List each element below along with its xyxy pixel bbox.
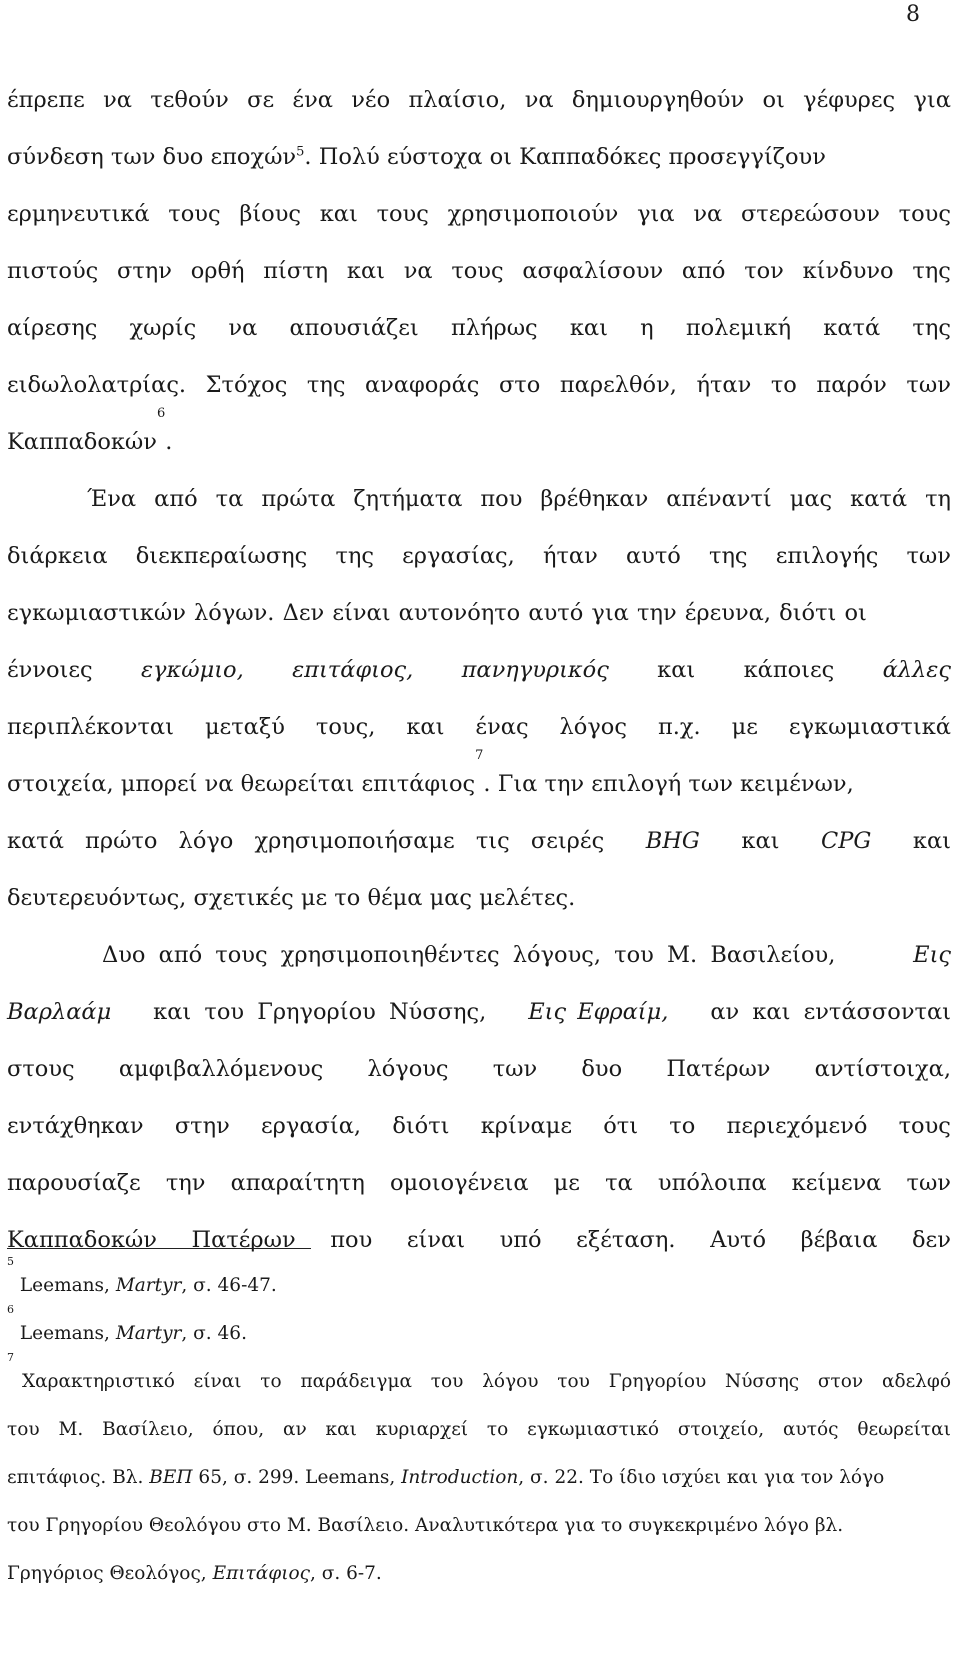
word: τα [215, 486, 244, 512]
text-span: . Πολύ εύστοχα οι Καππαδόκες προσεγγίζουν [304, 144, 826, 170]
footnote-ref[interactable]: 7 [475, 748, 484, 763]
word: που [480, 486, 523, 512]
text-line [7, 1041, 951, 1098]
word: απουσιάζει [289, 315, 419, 341]
word: γέφυρες [803, 87, 896, 113]
word: παρελθόν, [559, 372, 677, 398]
text-span: κάποιες [743, 657, 835, 683]
word: κείμενα [791, 1170, 882, 1196]
word: έπρεπε [7, 87, 85, 113]
italic-term: εγκώμιο, [140, 657, 244, 683]
word: παρουσίαζε [7, 1170, 141, 1196]
word: τον [744, 258, 784, 284]
word: της [912, 315, 951, 341]
word: πλαίσιο, [408, 87, 507, 113]
word: στην [116, 258, 172, 284]
text-span: . [165, 429, 173, 455]
word: Χαρακτηριστικό [22, 1371, 175, 1392]
word: ασφαλίσουν [522, 258, 664, 284]
word: λόγους [367, 1056, 449, 1082]
footnotes [7, 1255, 951, 1598]
word: ομοιογένεια [389, 1170, 529, 1196]
word: ήταν [542, 543, 598, 569]
word: αίρεσης [7, 315, 98, 341]
word: πλήρως [450, 315, 538, 341]
word: κυριαρχεί [375, 1419, 469, 1440]
page-number: 8 [906, 2, 920, 27]
word: εργασίας, [402, 543, 515, 569]
word: εξέταση. [576, 1227, 676, 1253]
word: να [693, 201, 723, 227]
word: πρώτα [261, 486, 336, 512]
word: ήταν [696, 372, 752, 398]
word: βίους [239, 201, 301, 227]
text-span: Leemans, [19, 1275, 110, 1296]
word: Μ. [58, 1419, 84, 1440]
text-line [7, 129, 951, 186]
word: τη [925, 486, 951, 512]
italic-term: Επιτάφιος [212, 1563, 310, 1584]
word: και [346, 258, 385, 284]
text-line [7, 406, 951, 471]
word: Αυτό [710, 1227, 766, 1253]
footnote-ref[interactable]: 5 [296, 144, 305, 160]
text-span: και [657, 657, 696, 683]
word: που [330, 1227, 373, 1253]
word: ένας [475, 714, 529, 740]
word: αμφιβαλλόμενους [118, 1056, 324, 1082]
word: αυτός [783, 1419, 839, 1440]
text-span: , σ. 6-7. [309, 1563, 382, 1584]
word: παρόν [816, 372, 887, 398]
word: πιστούς [7, 258, 99, 284]
word: αδελφό [881, 1371, 951, 1392]
word: Βασίλειο, [102, 1419, 194, 1440]
word: και [319, 201, 358, 227]
word: στο [498, 372, 541, 398]
word: δεν [912, 1227, 951, 1253]
word: του [7, 1419, 40, 1440]
word: τους [898, 1113, 951, 1139]
text-line [7, 585, 951, 642]
text-span: 65, σ. 299. Leemans, [198, 1467, 396, 1488]
text-span: και [741, 828, 780, 854]
footnote-6 [7, 1303, 951, 1358]
word: τους, [315, 714, 376, 740]
text-line [7, 748, 951, 813]
text-span: σύνδεση των δυο εποχών [7, 144, 297, 170]
word: λόγου [482, 1371, 539, 1392]
word: πολεμική [685, 315, 792, 341]
word: ορθή [190, 258, 245, 284]
word: σε [247, 87, 275, 113]
word: λόγος [559, 714, 627, 740]
word: να [403, 258, 433, 284]
word: διότι [392, 1113, 450, 1139]
text-span: έννοιες [7, 657, 93, 683]
text-span: , σ. 46-47. [181, 1275, 277, 1296]
word: εγκωμιαστικό [527, 1419, 660, 1440]
text-span: και του Γρηγορίου Νύσσης, [153, 999, 487, 1025]
text-line [7, 1212, 951, 1269]
word: το [486, 1419, 509, 1440]
word: να [524, 87, 554, 113]
word: στερεώσουν [740, 201, 880, 227]
word: Νύσσης [725, 1371, 800, 1392]
word: Καππαδοκών [7, 1227, 157, 1253]
word: τεθούν [150, 87, 229, 113]
word: εντάχθηκαν [7, 1113, 144, 1139]
word: περιπλέκονται [7, 714, 174, 740]
word: απέναντί [666, 486, 772, 512]
italic-term: άλλες [882, 657, 951, 683]
word: στους [7, 1056, 75, 1082]
word: του [430, 1371, 464, 1392]
text-span: , σ. 22. Το ίδιο ισχύει και για τον λόγο [518, 1467, 885, 1488]
word: και [325, 1419, 357, 1440]
word: αντίστοιχα, [814, 1056, 951, 1082]
text-span: αν και εντάσσονται [710, 999, 951, 1025]
word: ειδωλολατρίας. [7, 372, 187, 398]
text-span: επιτάφιος. Βλ. [7, 1467, 144, 1488]
text-line [7, 243, 951, 300]
word: των [492, 1056, 538, 1082]
word: από [154, 486, 198, 512]
word: κίνδυνο [802, 258, 894, 284]
word: της [709, 543, 748, 569]
word: Πατέρων [191, 1227, 296, 1253]
italic-term: BHG [645, 828, 700, 854]
word: στοιχείο, [677, 1419, 765, 1440]
word: υπόλοιπα [657, 1170, 767, 1196]
text-line [7, 186, 951, 243]
word: με [731, 714, 758, 740]
word: στην [174, 1113, 230, 1139]
text-line [7, 1155, 951, 1212]
word: να [103, 87, 132, 113]
word: του [557, 1371, 590, 1392]
word: εργασία, [261, 1113, 362, 1139]
word: υπό [499, 1227, 542, 1253]
word: είναι [406, 1227, 466, 1253]
italic-term: επιτάφιος, [292, 657, 414, 683]
text-line [7, 528, 951, 585]
word: π.χ. [657, 714, 701, 740]
word: Ένα [87, 486, 137, 512]
word: ερμηνευτικά [7, 201, 150, 227]
word: αυτό [625, 543, 681, 569]
word: παράδειγμα [300, 1371, 413, 1392]
word: το [260, 1371, 282, 1392]
italic-term: Εις [913, 942, 951, 968]
word: νέο [351, 87, 391, 113]
word: τους [376, 201, 429, 227]
word: χρησιμοποιούν [447, 201, 619, 227]
word: της [335, 543, 374, 569]
word: ζητήματα [353, 486, 463, 512]
text-span: και [912, 828, 951, 854]
word: δημιουργηθούν [571, 87, 745, 113]
word: των [906, 372, 951, 398]
footnote-number: 6 [7, 1303, 14, 1316]
word: οι [762, 87, 785, 113]
word: από [681, 258, 726, 284]
word: πίστη [263, 258, 329, 284]
word: και [569, 315, 608, 341]
word: αν [282, 1419, 307, 1440]
word: τους [168, 201, 221, 227]
word: των [906, 543, 951, 569]
word: διεκπεραίωσης [135, 543, 308, 569]
footnote-number: 5 [7, 1255, 14, 1268]
text-line [7, 927, 951, 984]
word: αναφοράς [364, 372, 480, 398]
text-line [7, 1454, 951, 1502]
text-line [7, 984, 951, 1041]
text-line [7, 300, 951, 357]
word: όπου, [212, 1419, 265, 1440]
word: το [770, 372, 797, 398]
italic-term: Βαρλαάμ [7, 999, 112, 1025]
text-span: Leemans, [19, 1323, 110, 1344]
word: τους [898, 201, 951, 227]
word: Πατέρων [666, 1056, 771, 1082]
word: της [912, 258, 951, 284]
text-span: . Για την επιλογή των κειμένων, [483, 771, 854, 797]
text-span: δευτερευόντως, σχετικές με το θέμα μας μελέτες. [7, 885, 576, 911]
word: κρίναμε [480, 1113, 572, 1139]
word: βρέθηκαν [540, 486, 649, 512]
text-line [7, 870, 951, 927]
text-line [7, 72, 951, 129]
word: κατά [823, 315, 881, 341]
italic-term: CPG [821, 828, 872, 854]
body-text [7, 72, 951, 1269]
text-span: Καππαδοκών [7, 429, 157, 455]
text-line [7, 1406, 951, 1454]
text-span: Δυο από τους χρησιμοποιηθέντες λόγους, του Μ. Βασιλείου, [102, 942, 836, 968]
footnote-number: 7 [7, 1351, 14, 1364]
word: απαραίτητη [230, 1170, 365, 1196]
text-line [7, 357, 951, 414]
italic-term: Martyr [115, 1275, 182, 1296]
italic-term: ΒΕΠ [149, 1467, 193, 1488]
word: βέβαια [800, 1227, 878, 1253]
word: των [906, 1170, 951, 1196]
word: κατά [850, 486, 908, 512]
word: χωρίς [129, 315, 197, 341]
footnote-7 [7, 1351, 951, 1406]
word: την [165, 1170, 206, 1196]
word: δυο [581, 1056, 623, 1082]
text-span: στοιχεία, μπορεί να θεωρείται επιτάφιος [7, 771, 476, 797]
text-line [7, 1502, 951, 1550]
text-span [22, 1358, 951, 1406]
word: μεταξύ [204, 714, 285, 740]
word: Γρηγορίου [608, 1371, 707, 1392]
word: Στόχος [205, 372, 288, 398]
word: ότι [603, 1113, 639, 1139]
word: ένα [292, 87, 333, 113]
text-line [7, 813, 951, 870]
word: να [228, 315, 258, 341]
text-span: του Γρηγορίου Θεολόγου στο Μ. Βασίλειο. Αναλυτικότερα για το συγκεκριμένο λόγο βλ. [7, 1515, 844, 1536]
word: μας [789, 486, 833, 512]
word: της [306, 372, 346, 398]
word: για [637, 201, 675, 227]
italic-term: πανηγυρικός [461, 657, 609, 683]
text-span: κατά πρώτο λόγο χρησιμοποιήσαμε τις σειρές [7, 828, 605, 854]
text-line [7, 1098, 951, 1155]
footnote-5 [7, 1255, 951, 1310]
italic-term: Martyr [115, 1323, 182, 1344]
italic-term: Introduction [401, 1467, 519, 1488]
text-line [7, 1550, 951, 1598]
text-span: , σ. 46. [181, 1323, 247, 1344]
word: το [669, 1113, 696, 1139]
italic-term: Εις Εφραίμ, [528, 999, 669, 1025]
text-span: εγκωμιαστικών λόγων. Δεν είναι αυτονόητο αυτό για την έρευνα, διότι οι [7, 600, 867, 626]
word: εγκωμιαστικά [788, 714, 951, 740]
word: διάρκεια [7, 543, 108, 569]
word: είναι [193, 1371, 242, 1392]
footnote-ref[interactable]: 6 [156, 406, 166, 421]
text-line [7, 471, 951, 528]
word: για [913, 87, 951, 113]
text-line [7, 642, 951, 699]
word: τους [451, 258, 504, 284]
word: η [640, 315, 654, 341]
footnote-separator [7, 1248, 311, 1249]
word: επιλογής [775, 543, 879, 569]
word: με [553, 1170, 580, 1196]
word: στον [817, 1371, 864, 1392]
text-span: Γρηγόριος Θεολόγος, [7, 1563, 207, 1584]
word: και [406, 714, 445, 740]
word: τα [605, 1170, 633, 1196]
word: θεωρείται [857, 1419, 951, 1440]
word: περιεχόμενό [726, 1113, 868, 1139]
